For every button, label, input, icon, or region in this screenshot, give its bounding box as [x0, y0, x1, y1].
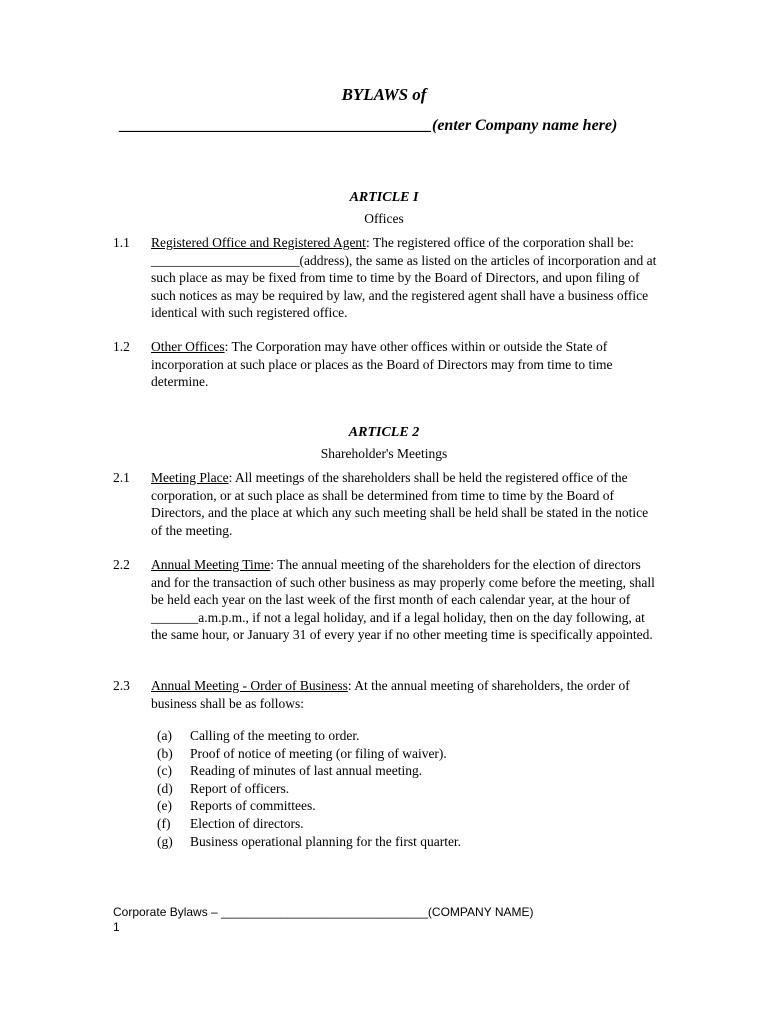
list-item	[157, 797, 461, 815]
article-2-heading: ARTICLE 2	[348, 425, 420, 440]
section-body	[151, 469, 658, 539]
list-marker: (d)	[157, 780, 173, 796]
list-item	[157, 780, 461, 798]
section-heading: Annual Meeting - Order of Business	[151, 678, 348, 693]
article-2-subheading: Shareholder's Meetings	[320, 446, 448, 461]
list-item-text: Reading of minutes of last annual meeting.	[190, 763, 423, 779]
list-marker: (c)	[157, 763, 172, 779]
section-text: : The Corporation may have other offices within or outside the State of incorporation at such place or places as the Board of Directors may from time to time determine.	[151, 339, 613, 389]
list-item-text: Business operational planning for the first quarter.	[190, 833, 462, 849]
section-body	[151, 234, 658, 322]
list-item	[157, 762, 461, 780]
section-text: : The annual meeting of the shareholders for the election of directors and for the transaction of such other business as may properly come before the meeting, shall be held each year on the last week of the first month of each calendar year, at the hour of _______a.m.p.m., if not a legal holiday, and if a legal holiday, then on the day following, at the same hour, or January 31 of every year if no other meeting time is specifically appointed.	[151, 557, 655, 642]
list-marker: (f)	[157, 815, 171, 831]
list-marker: (g)	[157, 833, 173, 849]
section-heading: Registered Office and Registered Agent	[151, 235, 366, 250]
list-item-text: Reports of committees.	[190, 798, 316, 814]
list-item	[157, 815, 461, 833]
section-text: : At the annual meeting of shareholders, the order of business shall be as follows:	[151, 678, 630, 711]
page-footer	[113, 905, 534, 935]
section-text: : The registered office of the corporation shall be: ______________________(address), the same as listed on the articles of incorporation and at such place as may be fixed from time to time by the Board of Directors, and upon filing of such notices as may be required by law, and the registered agent shall have a business office identical with such registered office.	[151, 235, 657, 320]
list-item-text: Report of officers.	[190, 780, 290, 796]
article-1-subheading: Offices	[364, 211, 404, 226]
article-1-heading: ARTICLE I	[349, 190, 419, 205]
section-1-1	[113, 234, 658, 322]
list-item	[157, 745, 461, 763]
order-of-business-list	[157, 727, 461, 850]
list-marker: (e)	[157, 798, 172, 814]
company-name-line: _______________________________________(enter Company name here)	[120, 117, 618, 134]
section-number: 2.2	[113, 557, 130, 572]
list-item-text: Calling of the meeting to order.	[190, 728, 360, 743]
section-heading: Other Offices	[151, 339, 225, 354]
section-1-2	[113, 338, 658, 391]
section-heading: Meeting Place	[151, 470, 229, 485]
section-2-1	[113, 469, 658, 539]
list-marker: (b)	[157, 745, 173, 761]
section-heading: Annual Meeting Time	[151, 557, 271, 572]
section-2-3	[113, 677, 658, 712]
list-item	[157, 727, 461, 745]
section-body	[151, 338, 658, 391]
page-number: 1	[113, 920, 120, 934]
section-text: : All meetings of the shareholders shall be held the registered office of the corporation, or at such place as shall be determined from time to time by the Board of Directors, and the place at which any such meeting shall be held shall be stated in the notice of the meeting.	[151, 470, 649, 538]
section-number: 1.1	[113, 235, 130, 250]
section-number: 1.2	[113, 339, 130, 354]
section-body	[151, 556, 658, 644]
section-2-2	[113, 556, 658, 644]
section-number: 2.3	[113, 678, 130, 693]
footer-text: Corporate Bylaws – _______________________________(COMPANY NAME)	[113, 905, 534, 919]
list-item-text: Election of directors.	[190, 815, 304, 831]
list-item	[157, 833, 461, 851]
list-item-text: Proof of notice of meeting (or filing of waiver).	[190, 745, 447, 761]
list-marker: (a)	[157, 728, 172, 743]
section-number: 2.1	[113, 470, 130, 485]
document-title: BYLAWS of	[341, 85, 427, 104]
section-body	[151, 677, 658, 712]
